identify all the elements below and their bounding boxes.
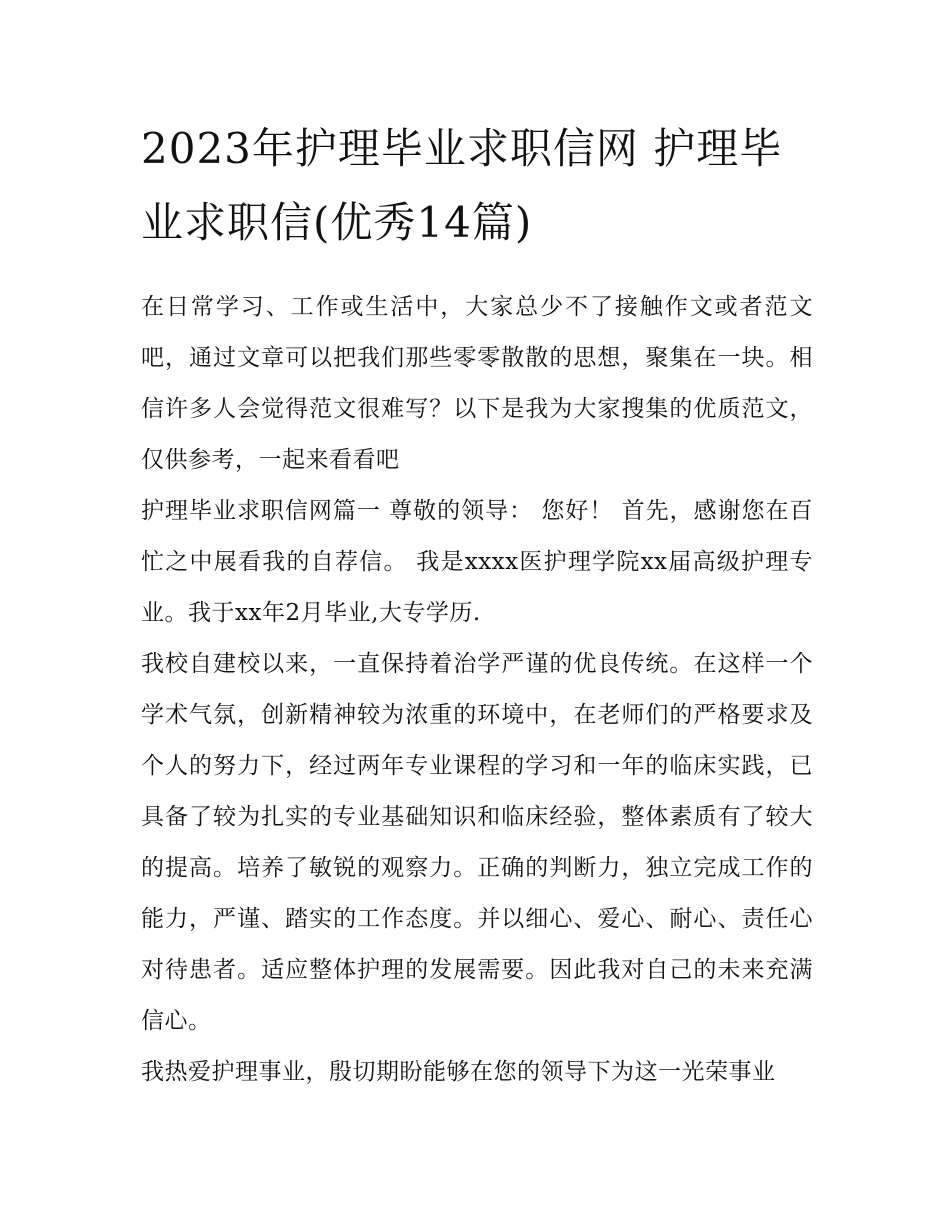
paragraph-intro: 在日常学习、工作或生活中，大家总少不了接触作文或者范文吧，通过文章可以把我们那些零零散散的思想，聚集在一块。相信许多人会觉得范文很难写？以下是我为大家搜集的优质范文，仅供参考，一起来看看吧 xyxy=(141,294,813,473)
paragraph-career-aspiration: 我热爱护理事业，殷切期盼能够在您的领导下为这一光荣事业 xyxy=(141,1059,776,1085)
document-content xyxy=(141,112,813,1098)
paragraph-letter-opening: 护理毕业求职信网篇一 尊敬的领导： 您好！ 首先，感谢您在百忙之中展看我的自荐信。 我是xxxx医护理学院xx届高级护理专业。我于xx年2月毕业,大专学历. xyxy=(141,498,813,626)
document-title: 2023年护理毕业求职信网 护理毕业求职信(优秀14篇) xyxy=(141,124,783,247)
paragraph-school-background: 我校自建校以来，一直保持着治学严谨的优良传统。在这样一个学术气氛，创新精神较为浓重的环境中，在老师们的严格要求及个人的努力下，经过两年专业课程的学习和一年的临床实践，已具备了较为扎实的专业基础知识和临床经验，整体素质有了较大的提高。培养了敏锐的观察力。正确的判断力，独立完成工作的能力，严谨、踏实的工作态度。并以细心、爱心、耐心、责任心对待患者。适应整体护理的发展需要。因此我对自己的未来充满信心。 xyxy=(141,651,813,1034)
document-body xyxy=(141,282,813,1098)
